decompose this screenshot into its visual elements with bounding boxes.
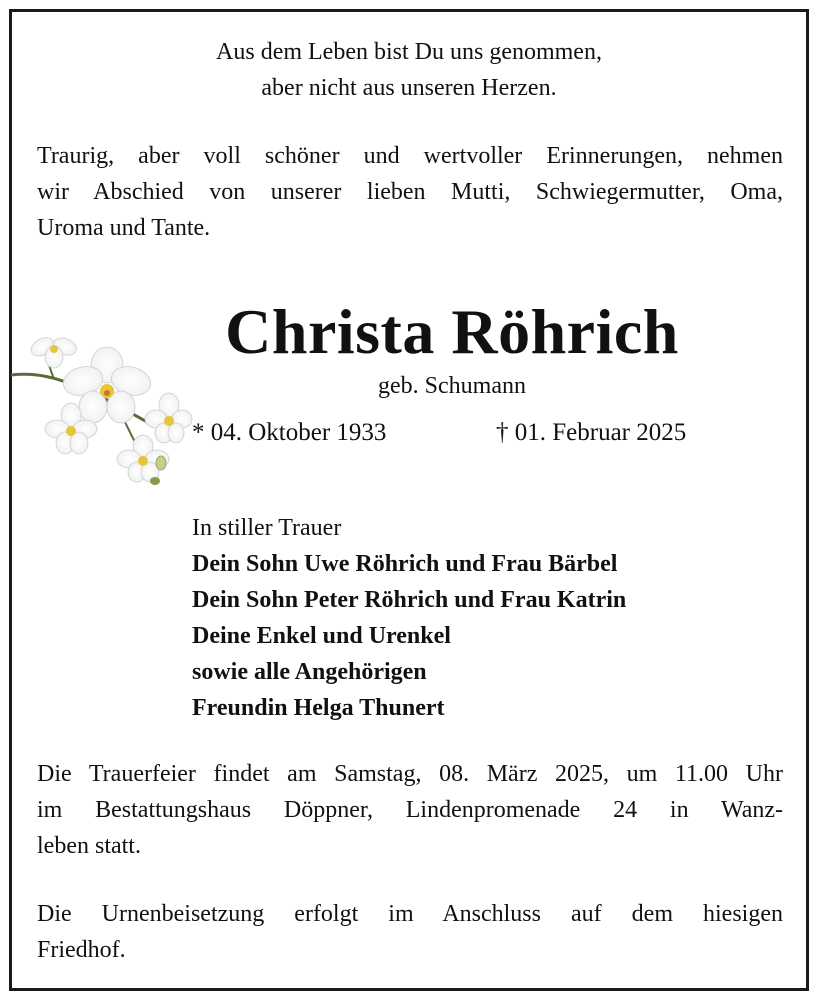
mourner-line: Dein Sohn Peter Röhrich und Frau Katrin xyxy=(192,587,627,613)
motto-line-1: Aus dem Leben bist Du uns genommen, xyxy=(216,39,602,65)
mourner-line: Dein Sohn Uwe Röhrich und Frau Bärbel xyxy=(192,551,618,577)
motto-line-2: aber nicht aus unseren Herzen. xyxy=(261,75,557,101)
birth-date: * 04. Oktober 1933 xyxy=(192,419,387,446)
intro-line-3: Uroma und Tante. xyxy=(37,215,211,241)
intro-line-2: wir Abschied von unserer lieben Mutti, Schwiegermutter, Oma, xyxy=(37,179,783,205)
mourners-block xyxy=(192,510,626,726)
service-line-2: im Bestattungshaus Döppner, Lindenpromenade 24 in Wanz- xyxy=(37,797,783,823)
mourners-heading: In stiller Trauer xyxy=(192,515,342,541)
orchid-flower-icon xyxy=(9,317,199,497)
deceased-name: Christa Röhrich xyxy=(225,296,679,367)
intro-line-1: Traurig, aber voll schöner und wertvoller Erinnerungen, nehmen xyxy=(37,143,783,169)
mourner-line: Freundin Helga Thunert xyxy=(192,695,445,721)
burial-line-2: Friedhof. xyxy=(37,937,126,963)
burial-line-1: Die Urnenbeisetzung erfolgt im Anschluss auf dem hiesigen xyxy=(37,901,783,927)
obituary-notice xyxy=(9,9,809,991)
death-date: † 01. Februar 2025 xyxy=(496,419,687,446)
mourner-line: sowie alle Angehörigen xyxy=(192,659,427,685)
mourner-line: Deine Enkel und Urenkel xyxy=(192,623,451,649)
service-line-1: Die Trauerfeier findet am Samstag, 08. März 2025, um 11.00 Uhr xyxy=(37,761,783,787)
service-line-3: leben statt. xyxy=(37,833,141,859)
birth-name: geb. Schumann xyxy=(378,373,526,399)
